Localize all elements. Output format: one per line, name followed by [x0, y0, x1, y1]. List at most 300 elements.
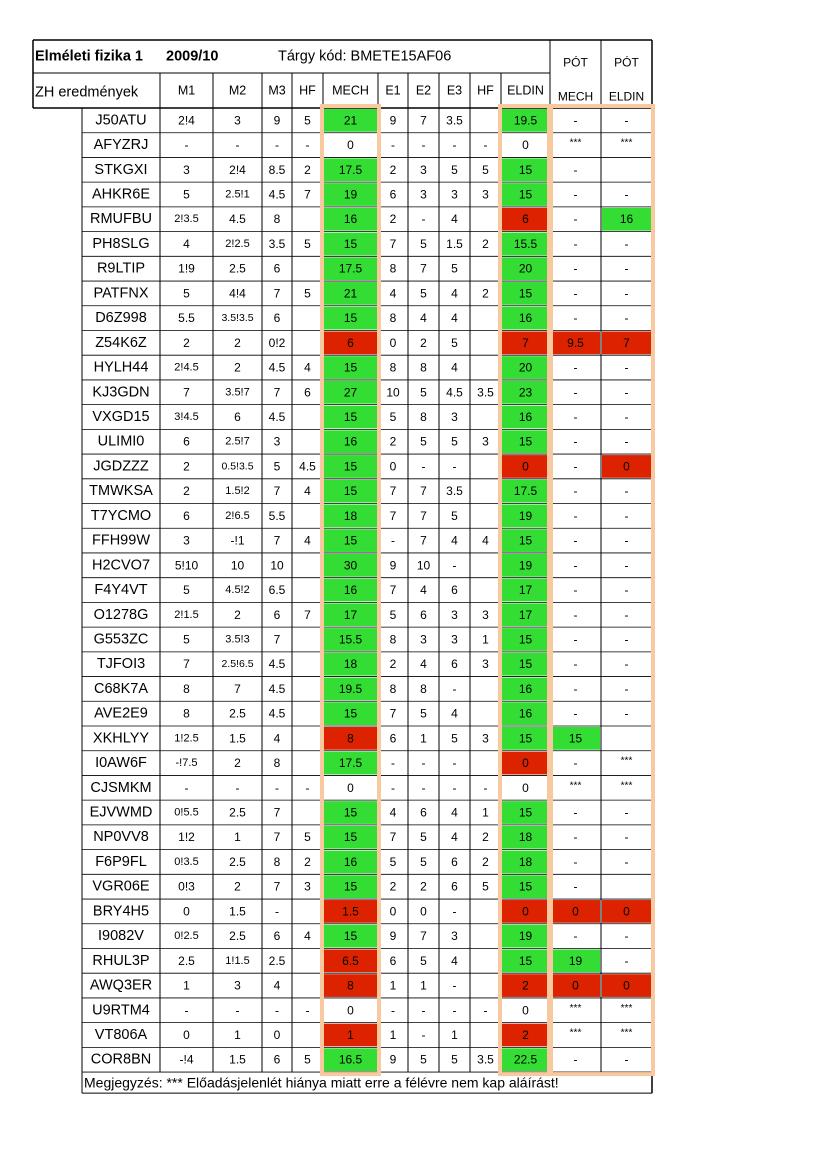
student-code: STKGXI: [94, 161, 148, 178]
grade-e3: 5: [451, 1052, 458, 1067]
grade-e1: 2: [389, 657, 397, 672]
grade-e1: 8: [389, 632, 397, 647]
grade-hf1: 5: [304, 286, 311, 301]
grade-pot_eldin: -: [624, 632, 629, 647]
grade-m3: 6: [273, 261, 281, 276]
grade-hf2: 5: [482, 162, 489, 177]
grade-m1: 0!3: [178, 879, 195, 894]
grade-hf2: -: [483, 1003, 488, 1018]
grade-pot_eldin: ***: [620, 1002, 633, 1014]
grade-m1: 0: [183, 904, 190, 919]
grade-pot_eldin: -: [624, 706, 629, 721]
grade-e1: 6: [389, 187, 397, 202]
grade-e1: 0: [389, 335, 397, 350]
grade-e1: 6: [389, 731, 397, 746]
grade-e2: 2: [420, 335, 427, 350]
grade-e3: -: [452, 1003, 457, 1018]
grade-pot_mech: -: [573, 854, 578, 869]
grade-m2: 3: [234, 978, 241, 993]
student-code: D6Z998: [95, 310, 147, 327]
student-code: CJSMKM: [90, 779, 152, 796]
grade-m1: -: [184, 138, 189, 153]
grade-pot_eldin: 16: [619, 212, 634, 227]
grade-e3: 3: [451, 929, 458, 944]
grade-m2: 2.5!6.5: [221, 658, 254, 671]
grade-m2: -: [235, 138, 240, 153]
grade-e2: 7: [420, 113, 427, 128]
grade-e1: 2: [389, 434, 397, 449]
grade-eldin: 15: [518, 162, 533, 177]
grade-eldin: 2: [522, 978, 529, 993]
grade-m3: 10: [270, 558, 284, 573]
grade-e3: 4.5: [446, 385, 463, 400]
student-code: TMWKSA: [89, 483, 153, 500]
student-code: J50ATU: [95, 112, 147, 129]
grade-mech: 17.5: [338, 162, 363, 177]
grade-e1: 8: [389, 261, 397, 276]
grade-m1: 0!3.5: [174, 855, 199, 868]
grade-hf1: 2: [304, 162, 311, 177]
grade-m3: 7: [273, 533, 281, 548]
grade-hf2: 1: [482, 805, 489, 820]
grade-pot_eldin: -: [624, 261, 629, 276]
grade-e2: 5: [420, 286, 427, 301]
grade-e1: 8: [389, 311, 397, 326]
grade-eldin: 15.5: [513, 236, 538, 251]
grade-e2: 10: [416, 558, 431, 573]
grade-pot_mech: -: [573, 508, 578, 523]
grade-pot_eldin: -: [624, 929, 629, 944]
grade-pot_mech: -: [573, 1052, 578, 1067]
grade-e1: 5: [389, 854, 397, 869]
grade-pot_mech: ***: [569, 1002, 582, 1014]
grade-m2: 2: [234, 879, 241, 894]
grade-e3: 4: [451, 533, 458, 548]
grade-e1: 9: [389, 929, 397, 944]
grade-e3: 3: [451, 632, 458, 647]
grade-pot_mech: -: [573, 187, 578, 202]
grade-m1: 2!4: [178, 113, 195, 128]
grade-pot_eldin: ***: [620, 137, 633, 149]
grade-pot_mech: -: [573, 830, 578, 845]
grade-e3: -: [452, 756, 457, 771]
grade-m2: 2.5!7: [225, 435, 250, 448]
grade-e2: -: [421, 756, 426, 771]
grade-pot_eldin: -: [624, 508, 629, 523]
grade-mech: 17.5: [338, 261, 363, 276]
grade-m1: 5: [183, 187, 190, 202]
grade-e2: 5: [420, 434, 427, 449]
grade-pot_eldin: -: [624, 1052, 629, 1067]
grade-eldin: 15: [518, 632, 533, 647]
grade-m2: 2.5!1: [225, 188, 250, 201]
grade-pot_mech: -: [573, 583, 578, 598]
grade-hf2: 3: [482, 434, 489, 449]
grade-e1: 0: [389, 459, 397, 474]
grade-e1: -: [391, 756, 395, 771]
grade-m2: 2.5: [229, 261, 246, 276]
grade-hf1: 2: [304, 854, 311, 869]
grade-m1: -: [184, 1003, 189, 1018]
student-code: C68K7A: [93, 680, 149, 697]
grade-e2: 5: [420, 706, 427, 721]
grade-m1: 2!3.5: [174, 213, 199, 226]
grade-m1: 7: [183, 657, 190, 672]
grade-eldin: 0: [522, 459, 529, 474]
grade-m2: 1.5: [229, 731, 246, 746]
grade-hf1: 5: [304, 1052, 311, 1067]
grade-eldin: 16: [518, 706, 533, 721]
grade-m3: 8: [273, 212, 281, 227]
grade-e1: 2: [389, 879, 397, 894]
grade-mech: 1.5: [342, 904, 359, 919]
grade-pot_eldin: ***: [620, 1027, 633, 1039]
student-code: VXGD15: [92, 409, 150, 425]
grade-pot_mech: -: [573, 706, 578, 721]
grade-mech: 15: [343, 459, 358, 474]
student-code: RHUL3P: [92, 952, 150, 969]
grade-pot_mech: 19: [568, 953, 583, 968]
grade-eldin: 15: [518, 731, 533, 746]
grade-e3: 3.5: [446, 113, 463, 128]
grade-m2: 2!6.5: [225, 509, 250, 522]
grade-m3: 6: [273, 929, 281, 944]
grade-eldin: 20: [518, 360, 533, 375]
grade-m3: 4.5: [268, 681, 286, 696]
grade-m3: 8.5: [268, 162, 286, 177]
grade-e2: 5: [420, 385, 427, 400]
grade-pot_eldin: -: [624, 410, 629, 424]
grade-m1: 5: [183, 583, 190, 598]
grade-m3: 8: [273, 854, 281, 869]
grade-e2: 3: [420, 187, 427, 202]
grade-m1: 5!10: [174, 558, 199, 573]
grade-m1: 1!2.5: [174, 732, 199, 745]
student-code: NP0VV8: [93, 829, 149, 846]
grade-mech: 18: [343, 508, 358, 523]
grade-hf1: -: [305, 780, 310, 795]
grade-pot_eldin: -: [624, 607, 629, 622]
grade-hf2: 3: [482, 731, 489, 746]
grade-pot_eldin: -: [624, 385, 629, 400]
grade-mech: 17: [343, 607, 358, 622]
grade-pot_eldin: -: [624, 187, 629, 202]
column-header-m1: M1: [177, 83, 196, 98]
grade-m1: 3: [183, 533, 190, 548]
student-code: AHKR6E: [91, 186, 151, 203]
student-code: AFYZRJ: [93, 137, 149, 154]
grade-pot_mech: 9.5: [567, 335, 584, 350]
grade-eldin: 2: [522, 1028, 529, 1042]
grade-e2: 4: [420, 311, 427, 326]
grade-pot_mech: 0: [572, 904, 579, 919]
grade-e1: 8: [389, 681, 397, 696]
grade-m3: 4: [273, 731, 281, 746]
grade-eldin: 0: [522, 756, 529, 771]
grade-e3: 5: [451, 434, 458, 449]
grade-mech: 0: [347, 1003, 354, 1018]
grade-m3: 0!2: [268, 335, 286, 350]
student-code: RMUFBU: [89, 211, 153, 228]
grade-mech: 0: [347, 780, 354, 795]
subject-code: Tárgy kód: BMETE15AF06: [278, 48, 452, 65]
grade-m3: -: [275, 1003, 279, 1018]
grade-e2: 4: [420, 583, 427, 598]
grade-m2: 3: [234, 113, 241, 128]
student-code: HYLH44: [93, 359, 149, 376]
grade-e1: 7: [389, 484, 397, 499]
grade-e3: 4: [451, 311, 458, 326]
grade-hf1: 4.5: [299, 459, 316, 474]
grade-mech: 15: [343, 236, 358, 251]
grade-pot_eldin: ***: [620, 780, 633, 792]
pot-header: PÓT: [563, 55, 588, 70]
grade-m3: 7: [273, 484, 281, 499]
grade-e1: 2: [389, 162, 397, 177]
grade-pot_eldin: 0: [623, 459, 630, 474]
semester-label: 2009/10: [166, 48, 219, 65]
grade-eldin: 15: [518, 286, 533, 301]
grade-pot_eldin: -: [624, 583, 629, 598]
student-code: Z54K6Z: [95, 334, 147, 351]
grade-hf2: -: [483, 780, 488, 795]
footer-note: Megjegyzés: *** Előadásjelenlét hiánya miatt erre a félévre nem kap aláírást!: [84, 1074, 559, 1091]
grade-m2: 1.5!2: [225, 485, 250, 498]
student-code: VT806A: [94, 1027, 148, 1043]
grade-e1: 1: [389, 978, 397, 993]
grade-eldin: 19: [518, 508, 533, 523]
grade-pot_mech: -: [573, 558, 578, 573]
grade-e2: 3: [420, 632, 427, 647]
grade-e3: -: [452, 978, 457, 993]
grade-m2: 4.5!2: [225, 584, 250, 597]
grade-mech: 15: [343, 805, 358, 820]
grade-m1: 0: [183, 1028, 190, 1042]
grade-m1: 0!5.5: [174, 806, 199, 819]
grade-e1: 4: [389, 286, 397, 301]
grade-m1: 2: [183, 335, 190, 350]
grade-mech: 16: [343, 212, 358, 227]
grade-pot_mech: -: [573, 607, 578, 622]
grade-pot_mech: -: [573, 113, 578, 128]
grade-m2: 2.5: [229, 706, 246, 721]
grade-m2: 1: [234, 1028, 241, 1042]
grade-e2: 1: [420, 978, 427, 993]
grade-e2: 5: [420, 830, 427, 845]
grade-pot_mech: -: [573, 261, 578, 276]
grade-m2: 2: [234, 756, 241, 771]
grade-hf1: 5: [304, 830, 311, 845]
grade-e3: 5: [451, 162, 458, 177]
grade-pot_mech: ***: [569, 137, 582, 149]
grade-hf2: 3: [482, 187, 489, 202]
grade-hf1: 4: [304, 360, 311, 375]
student-code: G553ZC: [93, 631, 149, 648]
grade-hf2: 2: [482, 830, 489, 845]
grade-e3: 3: [451, 410, 458, 424]
grade-eldin: 17: [518, 583, 533, 598]
column-header-m2: M2: [228, 83, 247, 98]
grade-m3: 4.5: [268, 187, 286, 202]
grade-m1: -: [184, 780, 189, 795]
column-header-eldin: ELDIN: [507, 83, 544, 98]
grade-e2: 2: [420, 879, 427, 894]
grade-pot_mech: ***: [569, 780, 582, 792]
grade-m1: 8: [183, 706, 190, 721]
grade-mech: 15: [343, 484, 358, 499]
grade-e2: -: [421, 459, 426, 474]
grade-e3: 5: [451, 261, 458, 276]
grade-hf1: -: [305, 138, 310, 153]
grade-pot_mech: -: [573, 162, 578, 177]
grade-mech: 19: [343, 187, 358, 202]
student-code: BRY4H5: [92, 903, 150, 920]
grade-eldin: 0: [522, 904, 529, 919]
grade-mech: 1: [347, 1028, 354, 1042]
grade-m2: 1!1.5: [225, 954, 250, 967]
student-code: F4Y4VT: [94, 582, 148, 599]
grade-eldin: 22.5: [513, 1052, 538, 1067]
grade-mech: 15: [343, 533, 358, 548]
grade-eldin: 15: [518, 533, 533, 548]
grade-m3: 7: [273, 385, 281, 400]
grade-e3: 5: [451, 731, 458, 746]
grade-e3: 4: [451, 830, 458, 845]
grade-mech: 15: [343, 929, 358, 944]
grade-e3: -: [452, 558, 457, 573]
grade-hf2: -: [483, 138, 488, 153]
grade-mech: 30: [343, 558, 358, 573]
grade-m1: -!7.5: [175, 757, 198, 770]
grade-e2: 5: [420, 854, 427, 869]
grade-m3: 4.5: [268, 360, 286, 375]
results-label: ZH eredmények: [35, 84, 139, 101]
grade-e3: 1.5: [446, 236, 463, 251]
grade-pot_mech: -: [573, 459, 578, 474]
column-header-e2: E2: [415, 83, 432, 98]
grade-eldin: 19: [518, 558, 533, 573]
grade-e1: 5: [389, 607, 397, 622]
grade-m2: 2: [234, 607, 241, 622]
grade-hf2: 2: [482, 286, 489, 301]
grade-m3: 5.5: [268, 508, 286, 523]
grade-e1: 7: [389, 706, 397, 721]
grade-e2: 6: [420, 805, 427, 820]
grade-m2: 2.5: [229, 805, 246, 820]
grade-pot_mech: -: [573, 434, 578, 449]
grade-mech: 21: [343, 113, 358, 128]
grade-pot_mech: -: [573, 286, 578, 301]
grade-e1: -: [391, 1003, 395, 1018]
grade-hf2: 2: [482, 236, 489, 251]
grade-hf2: 3.5: [477, 385, 494, 400]
grade-e3: 4: [451, 805, 458, 820]
grade-e1: -: [391, 533, 395, 548]
grade-eldin: 15: [518, 434, 533, 449]
column-header-m3: M3: [268, 83, 286, 98]
grade-e3: 3: [451, 187, 458, 202]
grade-m1: 2: [183, 484, 190, 499]
grade-pot_eldin: -: [624, 854, 629, 869]
grade-m2: 1.5: [229, 1052, 246, 1067]
grade-pot_eldin: 7: [623, 335, 630, 350]
grade-mech: 17.5: [338, 756, 363, 771]
grade-pot_eldin: -: [624, 830, 629, 845]
grade-m3: 6.5: [268, 583, 286, 598]
grade-hf2: 1: [482, 632, 489, 647]
grade-hf2: 3: [482, 607, 489, 622]
grade-pot_eldin: -: [624, 434, 629, 449]
student-code: O1278G: [93, 606, 149, 623]
grade-pot_mech: -: [573, 681, 578, 696]
grade-m1: 8: [183, 681, 190, 696]
grade-m3: 9: [273, 113, 281, 128]
grade-hf2: 4: [482, 533, 489, 548]
grade-mech: 16.5: [338, 1052, 363, 1067]
grade-pot_eldin: -: [624, 484, 629, 499]
grade-e3: 4: [451, 286, 458, 301]
grade-mech: 0: [347, 138, 354, 153]
grade-hf1: 5: [304, 236, 311, 251]
grade-pot_mech: -: [573, 805, 578, 820]
student-code: I9082V: [98, 928, 144, 945]
grade-pot_eldin: -: [624, 236, 629, 251]
grade-m2: -: [235, 780, 240, 795]
grade-e2: 7: [420, 533, 427, 548]
column-header-hf2: HF: [477, 83, 494, 98]
grade-pot_eldin: -: [624, 311, 629, 326]
grade-pot_eldin: -: [624, 113, 629, 128]
grade-m2: -!1: [230, 533, 245, 548]
grade-mech: 8: [347, 731, 354, 746]
grade-m2: 2: [234, 335, 241, 350]
student-code: KJ3GDN: [92, 384, 150, 401]
grade-m1: 0!2.5: [174, 930, 199, 943]
grade-pot_eldin: 0: [623, 904, 630, 919]
grade-m3: 7: [273, 286, 281, 301]
grade-m3: 4.5: [268, 706, 286, 721]
grade-e2: 0: [420, 904, 427, 919]
grade-pot_mech: -: [573, 311, 578, 326]
grade-pot_mech: -: [573, 657, 578, 672]
grade-e3: 3.5: [446, 484, 463, 499]
grade-eldin: 15: [518, 187, 533, 202]
grade-eldin: 16: [518, 410, 533, 424]
grade-e3: -: [452, 904, 457, 919]
column-header-e1: E1: [385, 83, 401, 98]
grade-pot_mech: 15: [568, 731, 583, 746]
grade-eldin: 19.5: [513, 113, 538, 128]
grade-m3: 5: [273, 459, 281, 474]
grade-m2: 2.5: [229, 929, 246, 944]
grade-e1: -: [391, 138, 395, 153]
grade-e3: 6: [451, 657, 458, 672]
grade-pot_mech: -: [573, 236, 578, 251]
grade-e2: -: [421, 1003, 426, 1018]
grade-e2: -: [421, 212, 426, 227]
student-code: F6P9FL: [95, 853, 147, 870]
grade-pot_eldin: -: [624, 805, 629, 820]
student-code: AVE2E9: [94, 705, 148, 722]
grade-e3: -: [452, 138, 457, 153]
grade-eldin: 18: [518, 830, 533, 845]
grade-e3: 4: [451, 706, 458, 721]
student-code: ULIMI0: [97, 433, 145, 450]
grade-e2: 8: [420, 360, 427, 375]
grade-pot_mech: ***: [569, 1027, 582, 1039]
grade-m3: 7: [273, 632, 281, 647]
grade-e2: -: [421, 1028, 426, 1042]
